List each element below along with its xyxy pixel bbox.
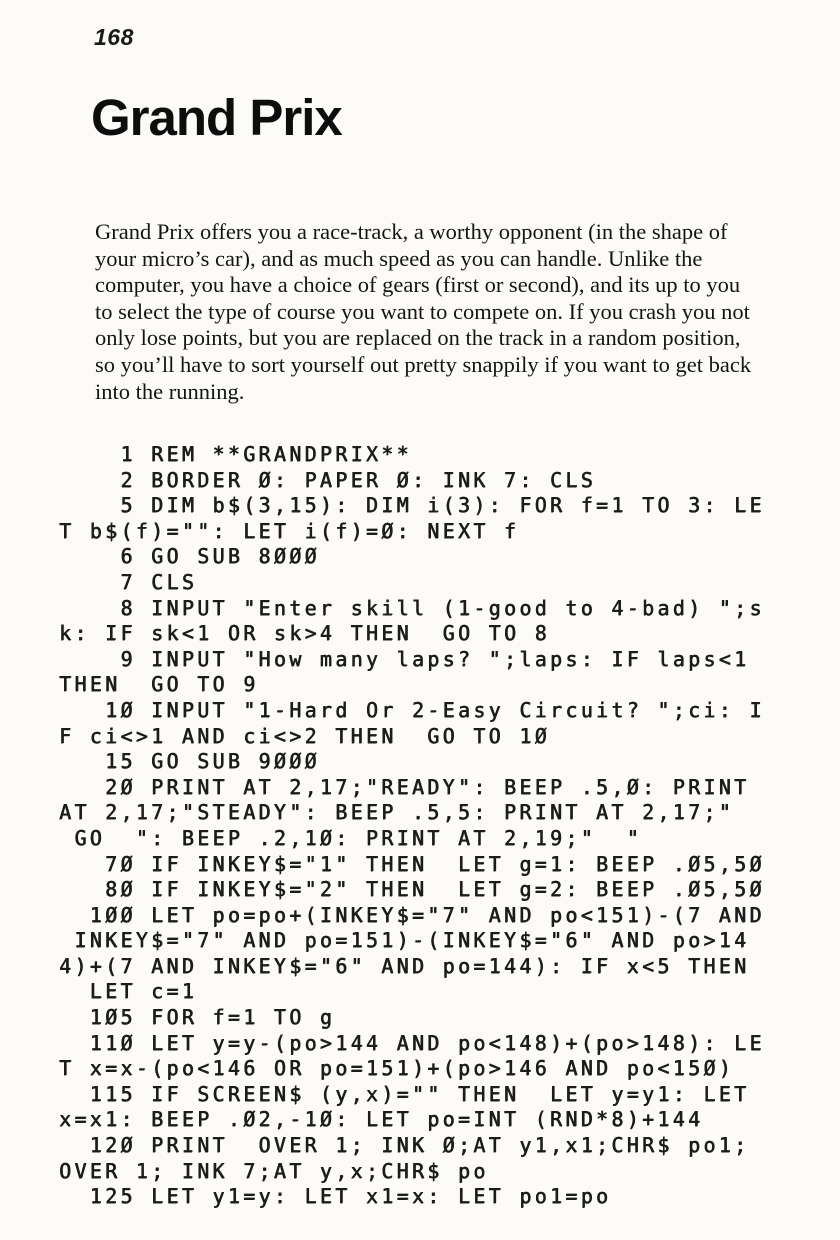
code-line: INKEY$="7" AND po=151)-(INKEY$="6" AND po>14	[59, 928, 750, 953]
page-title: Grand Prix	[91, 89, 342, 146]
code-line: T b$(f)="": LET i(f)=Ø: NEXT f	[59, 518, 520, 543]
code-line: x=x1: BEEP .Ø2,-1Ø: LET po=INT (RND*8)+144	[59, 1107, 704, 1132]
code-line: 8 INPUT "Enter skill (1-good to 4-bad) ";s	[59, 595, 765, 620]
code-line: 8Ø IF INKEY$="2" THEN LET g=2: BEEP .Ø5,5Ø	[59, 877, 765, 902]
program-listing	[59, 442, 765, 1210]
code-line: 6 GO SUB 8ØØØ	[59, 544, 320, 569]
code-line: THEN GO TO 9	[59, 672, 259, 697]
intro-text-line: Grand Prix offers you a race-track, a worthy opponent (in the shape of	[95, 219, 728, 244]
code-line: 9 INPUT "How many laps? ";laps: IF laps<1	[59, 646, 750, 671]
code-line: OVER 1; INK 7;AT y,x;CHR$ po	[59, 1158, 489, 1183]
code-line: 1ØØ LET po=po+(INKEY$="7" AND po<151)-(7 AND	[59, 902, 765, 927]
intro-paragraph	[95, 219, 751, 405]
code-line: 5 DIM b$(3,15): DIM i(3): FOR f=1 TO 3: LE	[59, 493, 765, 518]
code-line: 15 GO SUB 9ØØØ	[59, 749, 320, 774]
code-line: 1 REM **GRANDPRIX**	[59, 442, 412, 466]
code-line: T x=x-(po<146 OR po=151)+(po>146 AND po<15Ø)	[59, 1056, 735, 1081]
code-line: 11Ø LET y=y-(po>144 AND po<148)+(po>148): LE	[59, 1030, 765, 1055]
code-line: 7 CLS	[59, 569, 198, 594]
code-line: 2 BORDER Ø: PAPER Ø: INK 7: CLS	[59, 467, 596, 492]
code-line: F ci<>1 AND ci<>2 THEN GO TO 1Ø	[59, 723, 550, 748]
code-line: 1Ø5 FOR f=1 TO g	[59, 1005, 336, 1030]
intro-text-line: only lose points, but you are replaced on the track in a random position,	[95, 325, 741, 351]
intro-text-line: to select the type of course you want to compete on. If you crash you not	[95, 298, 750, 324]
code-line: 12Ø PRINT OVER 1; INK Ø;AT y1,x1;CHR$ po1;	[59, 1133, 750, 1158]
code-line: LET c=1	[59, 979, 198, 1004]
intro-text-line: into the running.	[95, 378, 245, 404]
page-number: 168	[94, 24, 134, 50]
code-line: 115 IF SCREEN$ (y,x)="" THEN LET y=y1: LET	[59, 1081, 750, 1106]
intro-text-line: your micro’s car), and as much speed as you can handle. Unlike the	[95, 245, 703, 271]
code-line: 4)+(7 AND INKEY$="6" AND po=144): IF x<5 THEN	[59, 953, 750, 978]
code-line: 2Ø PRINT AT 2,17;"READY": BEEP .5,Ø: PRINT	[59, 774, 750, 799]
code-line: GO ": BEEP .2,1Ø: PRINT AT 2,19;" "	[59, 825, 642, 850]
intro-text-line: so you’ll have to sort yourself out pretty snappily if you want to get back	[95, 351, 752, 377]
code-line: 7Ø IF INKEY$="1" THEN LET g=1: BEEP .Ø5,5Ø	[59, 851, 765, 876]
code-line: 1Ø INPUT "1-Hard Or 2-Easy Circuit? ";ci: I	[59, 697, 765, 722]
intro-text-line: computer, you have a choice of gears (first or second), and its up to you	[95, 272, 741, 298]
code-line: 125 LET y1=y: LET x1=x: LET po1=po	[59, 1184, 612, 1209]
code-line: AT 2,17;"STEADY": BEEP .5,5: PRINT AT 2,17;"	[59, 800, 735, 825]
code-line: k: IF sk<1 OR sk>4 THEN GO TO 8	[59, 621, 550, 646]
